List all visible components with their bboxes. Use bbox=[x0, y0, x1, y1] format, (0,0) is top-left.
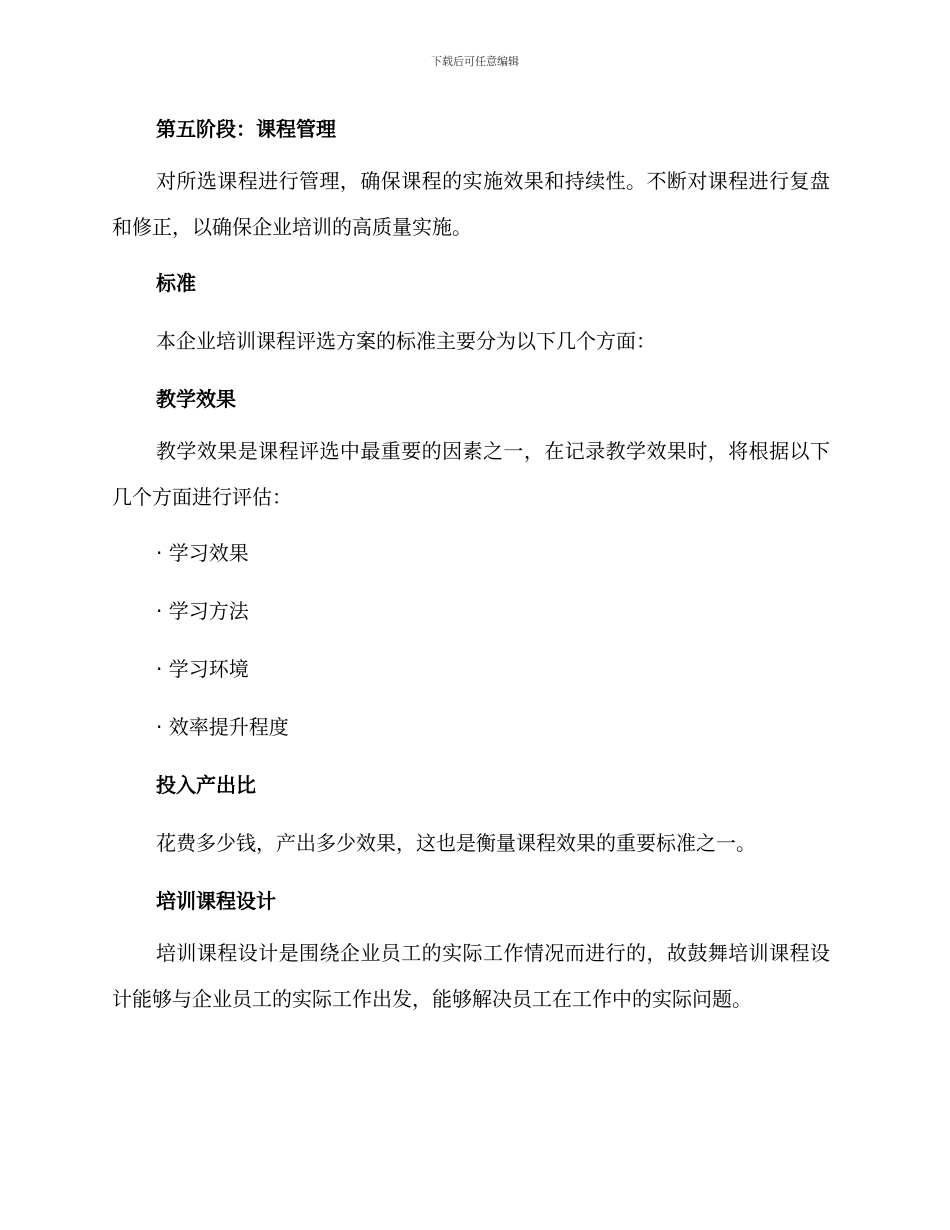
document-body bbox=[112, 112, 830, 1022]
bullet-learning-effect: · 学习效果 bbox=[156, 541, 249, 565]
bullet-efficiency-improvement: · 效率提升程度 bbox=[156, 715, 289, 739]
paragraph-standards: 本企业培训课程评选方案的标准主要分为以下几个方面： bbox=[156, 329, 656, 353]
bullet-learning-environment: · 学习环境 bbox=[156, 657, 249, 681]
section-heading-teaching-effect: 教学效果 bbox=[156, 387, 236, 411]
paragraph-teaching-effect: 教学效果是课程评选中最重要的因素之一，在记录教学效果时，将根据以下几个方面进行评估： bbox=[112, 439, 830, 509]
bullet-learning-method: · 学习方法 bbox=[156, 599, 249, 623]
header-note: 下载后可任意编辑 bbox=[431, 55, 519, 68]
section-heading-roi: 投入产出比 bbox=[156, 773, 256, 797]
paragraph-course-design: 培训课程设计是围绕企业员工的实际工作情况而进行的，故鼓舞培训课程设计能够与企业员工的实际工作出发，能够解决员工在工作中的实际问题。 bbox=[112, 941, 830, 1011]
section-heading-standards: 标准 bbox=[156, 271, 196, 295]
paragraph-course-management: 对所选课程进行管理，确保课程的实施效果和持续性。不断对课程进行复盘和修正，以确保企业培训的高质量实施。 bbox=[112, 169, 830, 239]
paragraph-roi: 花费多少钱，产出多少效果，这也是衡量课程效果的重要标准之一。 bbox=[156, 831, 756, 855]
section-heading-course-management: 第五阶段：课程管理 bbox=[156, 117, 336, 141]
section-heading-course-design: 培训课程设计 bbox=[156, 889, 276, 913]
